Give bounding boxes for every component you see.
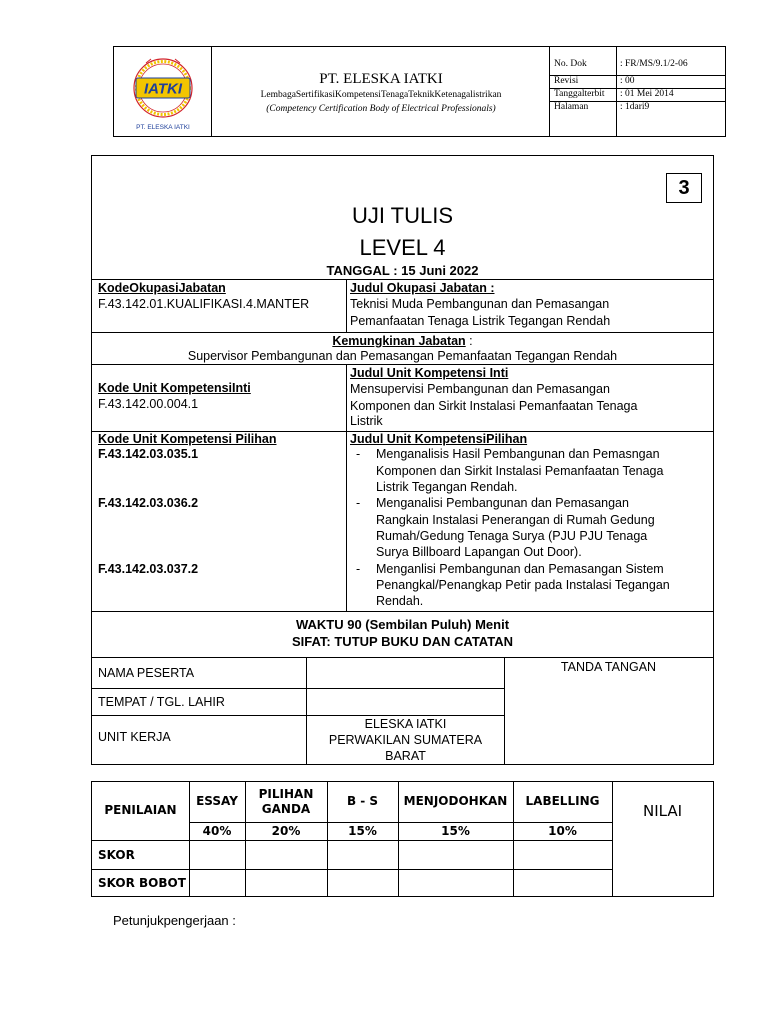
meta-value: : 01 Mei 2014 <box>620 89 674 99</box>
kode-pilihan-label: Kode Unit Kompetensi Pilihan <box>98 432 277 446</box>
weight-labelling: 10% <box>548 824 577 838</box>
pilihan-code: F.43.142.03.036.2 <box>98 496 199 510</box>
exam-number-box: 3 <box>666 173 702 203</box>
meta-label: Halaman <box>554 102 589 112</box>
meta-label: Tanggalterbit <box>554 89 605 99</box>
meta-value: : 1dari9 <box>620 102 650 112</box>
logo-caption: PT. ELESKA IATKI <box>136 124 190 131</box>
pilihan-code: F.43.142.03.035.1 <box>98 447 199 461</box>
unit-kerja-value: ELESKA IATKI <box>364 717 447 731</box>
judul-inti-label: Judul Unit Kompetensi Inti <box>350 366 509 380</box>
weight-menjodohkan: 15% <box>441 824 470 838</box>
unit-kerja-label: UNIT KERJA <box>98 730 171 744</box>
pilihan-line: Komponen dan Sirkit Instalasi Pemanfaatan Tenaga <box>376 464 664 478</box>
exam-date: TANGGAL : 15 Juni 2022 <box>326 263 479 278</box>
judul-inti-line: Komponen dan Sirkit Instalasi Pemanfaatan Tenaga <box>350 399 638 413</box>
exam-title: UJI TULIS <box>351 203 454 228</box>
skor-label: SKOR <box>98 848 135 862</box>
nama-peserta-field[interactable] <box>307 658 503 687</box>
iatki-logo <box>124 55 202 121</box>
company-name: PT. ELESKA IATKI <box>319 71 443 87</box>
exam-box <box>91 155 714 765</box>
pilihan-code: F.43.142.03.037.2 <box>98 562 199 576</box>
pilihan-line: Rendah. <box>376 594 424 608</box>
document-header <box>113 46 726 137</box>
nilai-label: NILAI <box>642 802 683 820</box>
pilihan-dash: - <box>356 562 361 576</box>
column-header-labelling: LABELLING <box>525 794 600 808</box>
judul-inti-line: Mensupervisi Pembangunan dan Pemasangan <box>350 382 610 396</box>
weight-essay: 40% <box>202 824 232 838</box>
title-cell <box>212 47 550 136</box>
pilihan-line: Penangkal/Penangkap Petir pada Instalasi Tegangan <box>376 578 670 592</box>
meta-label: No. Dok <box>554 59 587 69</box>
column-header-essay: ESSAY <box>196 794 238 808</box>
kemungkinan-label: Kemungkinan Jabatan <box>332 334 466 348</box>
judul-inti-line: Listrik <box>350 414 383 428</box>
judul-okupasi-label: Judul Okupasi Jabatan : <box>350 281 495 295</box>
meta-value: : FR/MS/9.1/2-06 <box>620 59 688 69</box>
pilihan-line: Surya Billboard Lapangan Out Door). <box>376 545 582 559</box>
unit-kerja-value: BARAT <box>385 749 426 763</box>
pilihan-line: Menganlisi Pembangunan dan Pemasangan Sistem <box>376 562 664 576</box>
score-table <box>91 781 714 897</box>
waktu-line: WAKTU 90 (Sembilan Puluh) Menit <box>295 617 510 632</box>
pilihan-line: Rangkain Instalasi Penerangan di Rumah Gedung <box>376 513 655 527</box>
exam-level: LEVEL 4 <box>359 235 446 260</box>
judul-pilihan-label: Judul Unit KompetensiPilihan <box>350 432 528 446</box>
kemungkinan-colon: : <box>465 334 473 348</box>
pilihan-line: Rumah/Gedung Tenaga Surya (PJU PJU Tenaga <box>376 529 648 543</box>
company-subtitle: LembagaSertifikasiKompetensiTenagaTeknikKetenagalistrikan <box>260 90 502 100</box>
kode-okupasi-label: KodeOkupasiJabatan <box>98 281 226 295</box>
document-meta <box>550 47 725 136</box>
weight-bs: 15% <box>348 824 377 838</box>
instructions-label: Petunjukpengerjaan : <box>113 913 236 928</box>
nama-peserta-label: NAMA PESERTA <box>98 666 195 680</box>
pilihan-dash: - <box>356 496 361 510</box>
logo-badge-text: IATKI <box>143 80 183 98</box>
kode-okupasi-value: F.43.142.01.KUALIFIKASI.4.MANTER <box>98 297 310 311</box>
logo-cell <box>114 47 212 136</box>
judul-okupasi-line: Pemanfaatan Tenaga Listrik Tegangan Rendah <box>350 314 611 328</box>
pilihan-line: Menganalisi Pembangunan dan Pemasangan <box>376 496 629 510</box>
pilihan-line: Listrik Tegangan Rendah. <box>376 480 518 494</box>
column-header-bs: B - S <box>346 794 379 808</box>
meta-label: Revisi <box>554 76 579 86</box>
pilihan-dash: - <box>356 447 361 461</box>
tempat-tgl-label: TEMPAT / TGL. LAHIR <box>98 695 225 709</box>
signature-area[interactable] <box>505 676 712 762</box>
pilihan-line: Menganalisis Hasil Pembangunan dan Pemasngan <box>376 447 660 461</box>
kode-inti-value: F.43.142.00.004.1 <box>98 397 199 411</box>
penilaian-label: PENILAIAN <box>104 803 177 817</box>
weight-pilihan-ganda: 20% <box>271 824 301 838</box>
meta-value: : 00 <box>620 76 635 86</box>
kode-inti-label: Kode Unit KompetensiInti <box>98 381 251 395</box>
kemungkinan-heading <box>92 333 713 349</box>
column-header-menjodohkan: MENJODOHKAN <box>403 794 508 808</box>
company-subtitle-en: (Competency Certification Body of Electrical Professionals) <box>266 104 496 114</box>
unit-kerja-value: PERWAKILAN SUMATERA <box>328 733 483 747</box>
column-header-pilihan-ganda: PILIHAN <box>258 787 314 801</box>
skor-bobot-label: SKOR BOBOT <box>98 876 186 890</box>
kemungkinan-value: Supervisor Pembangunan dan Pemasangan Pemanfaatan Tegangan Rendah <box>187 349 618 363</box>
tanda-tangan-label: TANDA TANGAN <box>560 660 657 674</box>
judul-okupasi-line: Teknisi Muda Pembangunan dan Pemasangan <box>350 297 610 311</box>
sifat-line: SIFAT: TUTUP BUKU DAN CATATAN <box>292 634 513 649</box>
tempat-tgl-field[interactable] <box>307 689 503 714</box>
column-header-pilihan-ganda: GANDA <box>261 802 311 816</box>
